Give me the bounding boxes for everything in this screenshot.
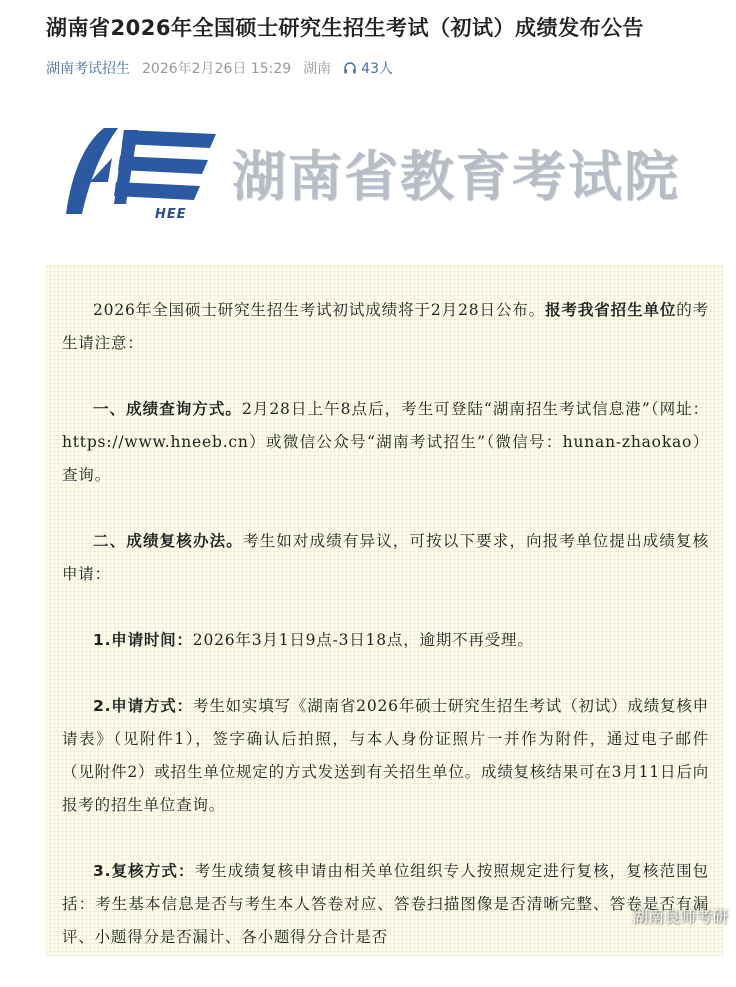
item-review-method-text: 考生成绩复核申请由相关单位组织专人按照规定进行复核，复核范围包括：考生基本信息是否与考生本人答卷对应、答卷扫描图像是否清晰完整、答卷是否有漏评、小题得分是否漏计、各小题得分合计是否 bbox=[62, 862, 709, 946]
notice-box bbox=[46, 265, 723, 956]
intro-tail: 的考生请注意： bbox=[62, 301, 709, 352]
item-apply-time-text: 2026年3月1日9点-3日18点，逾期不再受理。 bbox=[192, 631, 534, 649]
article-time: 2026年2月26日 15:29 bbox=[142, 61, 292, 77]
section-query-text: 2月28日上午8点后，考生可登陆“湖南招生考试信息港”（网址：https://www.hneeb.cn）或微信公众号“湖南考试招生”（微信号：hunan-zhaokao）查询。 bbox=[62, 400, 709, 484]
org-banner bbox=[60, 122, 720, 232]
org-name: 湖南省教育考试院 bbox=[232, 145, 680, 208]
notice-intro bbox=[62, 294, 709, 360]
listen-count[interactable] bbox=[343, 58, 393, 78]
item-apply-time bbox=[62, 624, 709, 657]
section-review bbox=[62, 525, 709, 591]
item-apply-method bbox=[62, 690, 709, 822]
item-review-method-heading: 3.复核方式： bbox=[93, 862, 195, 880]
item-review-method bbox=[62, 855, 709, 954]
headphones-icon bbox=[343, 61, 357, 75]
article-title: 湖南省2026年全国硕士研究生招生考试（初试）成绩发布公告 bbox=[46, 16, 644, 40]
article-source-link[interactable]: 湖南考试招生 bbox=[46, 61, 130, 77]
item-apply-method-text: 考生如实填写《湖南省2026年硕士研究生招生考试（初试）成绩复核申请表》（见附件1），签字确认后拍照，与本人身份证照片一并作为附件，通过电子邮件（见附件2）或招生单位规定的方式发送到有关招生单位。成绩复核结果可在3月11日后向报考的招生单位查询。 bbox=[62, 697, 709, 814]
item-apply-method-heading: 2.申请方式： bbox=[93, 697, 193, 715]
section-query-heading: 一、成绩查询方式。 bbox=[93, 400, 242, 418]
section-query bbox=[62, 393, 709, 492]
article-region: 湖南 bbox=[303, 61, 332, 77]
section-review-heading: 二、成绩复核办法。 bbox=[93, 532, 243, 550]
watermark: 湖南良师考研 bbox=[631, 907, 728, 926]
hee-logo-icon bbox=[60, 122, 220, 222]
listen-count-text: 43人 bbox=[361, 61, 393, 77]
intro-bold: 报考我省招生单位 bbox=[545, 301, 677, 319]
item-apply-time-heading: 1.申请时间： bbox=[93, 631, 193, 649]
logo-abbreviation: HEE bbox=[155, 207, 187, 222]
intro-text: 2026年全国硕士研究生招生考试初试成绩将于2月28日公布。 bbox=[93, 301, 546, 319]
article-meta bbox=[46, 58, 393, 78]
notice-body bbox=[62, 294, 709, 987]
section-review-text: 考生如对成绩有异议，可按以下要求，向报考单位提出成绩复核申请： bbox=[62, 532, 710, 583]
